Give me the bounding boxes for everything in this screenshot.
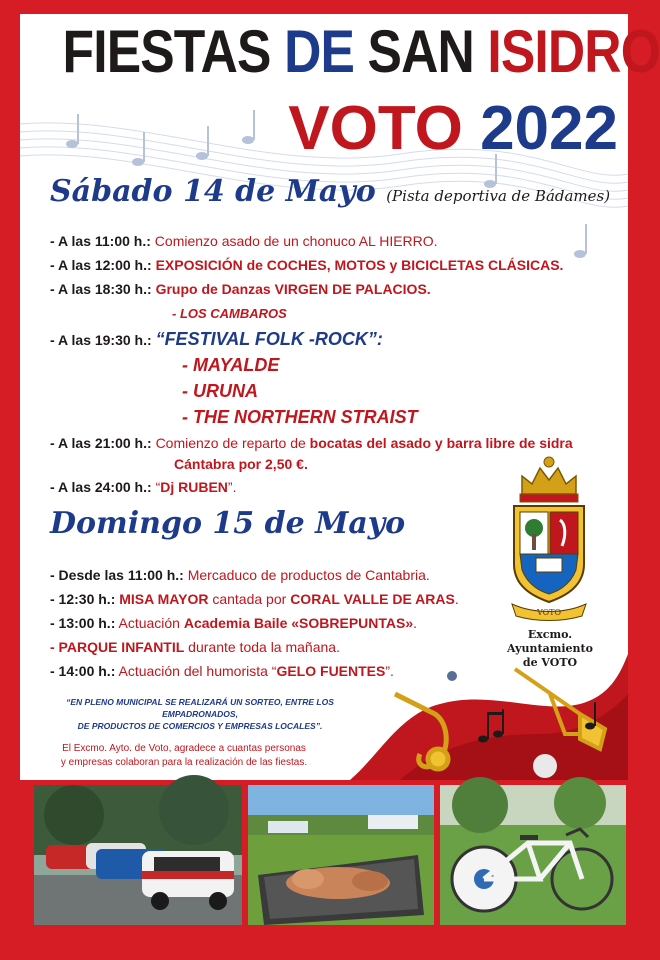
schedule-time: - 13:00 h.:: [50, 615, 116, 631]
raffle-notice-line: “EN PLENO MUNICIPAL SE REALIZARÁ UN SORTEO, ENTRE LOS EMPADRONADOS,: [66, 697, 334, 719]
title-word: VOTO: [288, 94, 463, 163]
schedule-item: [50, 614, 417, 632]
schedule-text: Cántabra por 2,50 €.: [174, 456, 308, 472]
schedule-time: - A las 24:00 h.:: [50, 479, 152, 495]
band-item: [182, 356, 279, 375]
decorative-dot: [447, 671, 457, 681]
thanks-line: y empresas colaboran para la realización de las fiestas.: [60, 757, 308, 768]
schedule-item: [50, 256, 563, 274]
saturday-venue: (Pista deportiva de Bádames): [386, 187, 611, 205]
schedule-item: [50, 638, 340, 656]
crest-motto: VOTO: [536, 608, 562, 617]
schedule-text: bocatas del asado y barra libre de sidra: [309, 435, 573, 451]
schedule-item: [50, 478, 236, 496]
schedule-text: Comienzo de reparto de: [155, 435, 310, 451]
schedule-item: [50, 566, 430, 584]
schedule-text: Mercaduco de productos de Cantabria.: [187, 567, 430, 583]
schedule-time: - 12:30 h.:: [50, 591, 116, 607]
schedule-time: - Desde las 11:00 h.:: [50, 567, 184, 583]
schedule-text: .: [454, 591, 459, 607]
schedule-text: EXPOSICIÓN de COCHES, MOTOS y BICICLETAS CLÁSICAS.: [155, 257, 564, 273]
schedule-item: [50, 434, 573, 452]
town-hall-label-line: Excmo.: [527, 628, 573, 641]
roast-pig-photo: [248, 785, 434, 925]
schedule-text: GELO FUENTES: [276, 663, 386, 679]
sunday-heading: [50, 506, 405, 541]
town-hall-label: [480, 628, 620, 670]
schedule-text: ”.: [385, 663, 394, 679]
band-item: [182, 382, 258, 401]
town-hall-label-line: de VOTO: [522, 656, 578, 669]
title-word: FIESTAS: [62, 18, 271, 85]
schedule-time: - A las 19:30 h.:: [50, 332, 152, 348]
schedule-text: MISA MAYOR: [119, 591, 209, 607]
title-word: ISIDRO: [487, 18, 660, 85]
band-name: - THE NORTHERN STRAIST: [182, 407, 418, 427]
title-line-1: [62, 18, 660, 85]
decorative-dot: [533, 754, 557, 778]
saturday-heading: [50, 174, 610, 209]
thanks-note: [34, 742, 334, 770]
title-word: DE: [284, 18, 355, 85]
schedule-text: ”.: [227, 479, 237, 495]
classic-bicycle-photo: [440, 785, 626, 925]
title-year: 2022: [480, 94, 618, 163]
schedule-item: [50, 232, 438, 250]
band-name: - URUNA: [182, 381, 258, 401]
schedule-text: - LOS CAMBAROS: [172, 306, 287, 321]
schedule-text: Actuación: [118, 615, 184, 631]
title-word: SAN: [367, 18, 474, 85]
schedule-item: [50, 330, 383, 349]
schedule-subitem: [172, 304, 287, 323]
raffle-notice: [50, 696, 350, 732]
schedule-text: cantada por: [208, 591, 291, 607]
schedule-time: - A las 11:00 h.:: [50, 233, 151, 249]
schedule-text: Grupo de Danzas VIRGEN DE PALACIOS.: [155, 281, 431, 297]
sunday-heading-text: Domingo 15 de Mayo: [50, 506, 406, 541]
schedule-time: - 14:00 h.:: [50, 663, 116, 679]
schedule-text: “: [155, 479, 161, 495]
schedule-time: - A las 18:30 h.:: [50, 281, 152, 297]
schedule-text: “FESTIVAL FOLK -ROCK”:: [155, 329, 383, 349]
raffle-notice-line: DE PRODUCTOS DE COMERCIOS Y EMPRESAS LOCALES”.: [77, 721, 323, 731]
schedule-text: Actuación del humorista “: [118, 663, 277, 679]
schedule-item: [50, 590, 459, 608]
band-name: - MAYALDE: [182, 355, 280, 375]
schedule-text: Academia Baile «SOBREPUNTAS»: [183, 615, 414, 631]
thanks-line: El Excmo. Ayto. de Voto, agradece a cuantas personas: [62, 743, 306, 754]
schedule-text: CORAL VALLE DE ARAS: [290, 591, 455, 607]
schedule-text: .: [413, 615, 418, 631]
title-line-2: [20, 96, 628, 162]
schedule-text: Dj RUBEN: [160, 479, 228, 495]
saturday-heading-text: Sábado 14 de Mayo: [50, 174, 376, 209]
schedule-time: - A las 21:00 h.:: [50, 435, 152, 451]
schedule-text: Comienzo asado de un chonuco AL HIERRO.: [154, 233, 438, 249]
town-hall-label-line: Ayuntamiento: [507, 642, 593, 655]
schedule-item: [50, 280, 431, 298]
schedule-item: [50, 662, 394, 680]
schedule-time: - A las 12:00 h.:: [50, 257, 152, 273]
coat-of-arms-icon: [504, 454, 594, 624]
band-item: [182, 408, 418, 427]
poster-panel: [20, 14, 660, 780]
classic-cars-photo: [34, 785, 242, 925]
schedule-text: durante toda la mañana.: [184, 639, 340, 655]
schedule-time: - PARQUE INFANTIL: [50, 639, 185, 655]
schedule-item-continued: [174, 455, 308, 473]
